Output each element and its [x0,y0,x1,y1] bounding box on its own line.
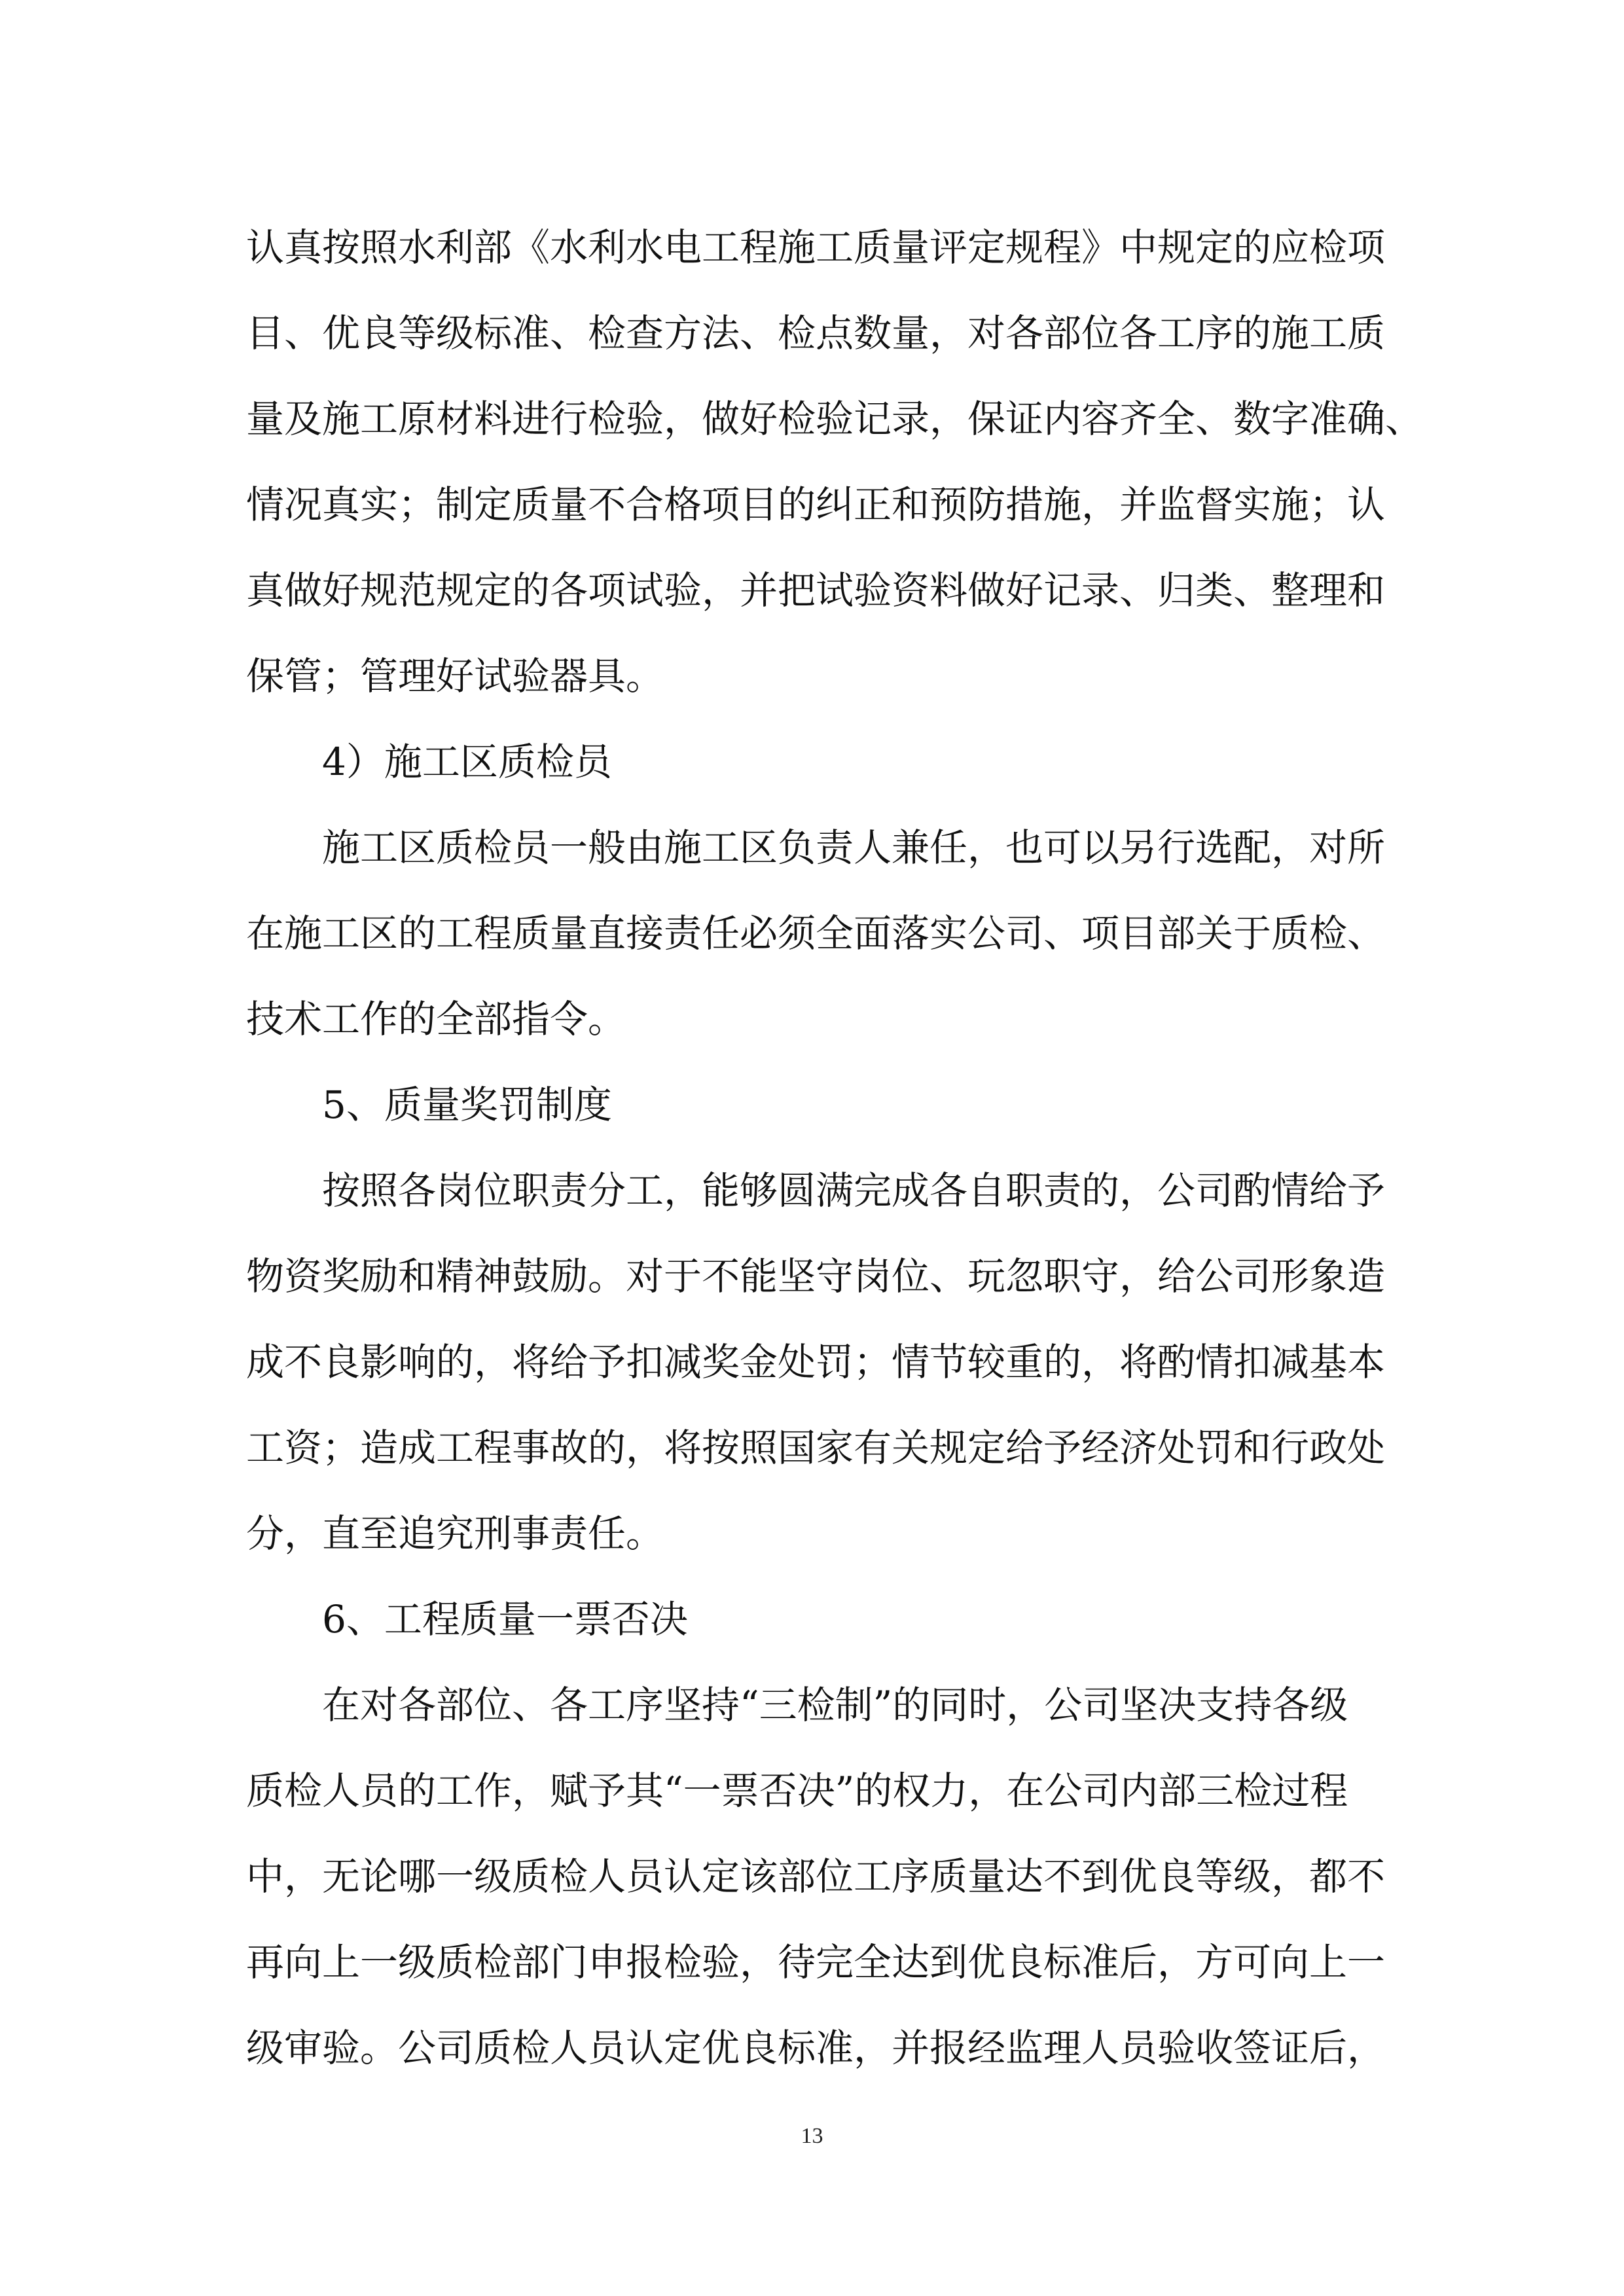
text-line: 再向上一级质检部门申报检验，待完全达到优良标准后，方可向上一 [246,1940,1386,1984]
section-heading: 5、质量奖罚制度 [322,1083,612,1127]
text-line: 在对各部位、各工序坚持“三检制”的同时，公司坚决支持各级 [322,1683,1348,1727]
text-line: 量及施工原材料进行检验，做好检验记录，保证内容齐全、数字准确、 [246,397,1424,441]
text-line: 保管；管理好试验器具。 [246,654,664,698]
text-line: 物资奖励和精神鼓励。对于不能坚守岗位、玩忽职守，给公司形象造 [246,1254,1386,1299]
text-line: 情况真实；制定质量不合格项目的纠正和预防措施，并监督实施；认 [246,482,1386,527]
text-line: 认真按照水利部《水利水电工程施工质量评定规程》中规定的应检项 [246,225,1386,270]
text-line: 工资；造成工程事故的，将按照国家有关规定给予经济处罚和行政处 [246,1426,1386,1470]
text-line: 质检人员的工作，赋予其“一票否决”的权力，在公司内部三检过程 [246,1768,1348,1813]
page-number: 13 [801,2124,823,2148]
text-line: 目、优良等级标准、检查方法、检点数量，对各部位各工序的施工质 [246,311,1386,355]
text-line: 按照各岗位职责分工，能够圆满完成各自职责的，公司酌情给予 [322,1168,1386,1213]
text-line: 分，直至追究刑事责任。 [246,1511,664,1556]
text-line: 施工区质检员一般由施工区负责人兼任，也可以另行选配，对所 [322,825,1386,870]
text-line: 真做好规范规定的各项试验，并把试验资料做好记录、归类、整理和 [246,568,1386,613]
text-line: 成不良影响的，将给予扣减奖金处罚；情节较重的，将酌情扣减基本 [246,1340,1386,1384]
text-line: 中，无论哪一级质检人员认定该部位工序质量达不到优良等级，都不 [246,1854,1386,1899]
text-line: 技术工作的全部指令。 [246,997,626,1041]
section-heading: 6、工程质量一票否决 [322,1597,688,1641]
text-line: 级审验。公司质检人员认定优良标准，并报经监理人员验收签证后， [246,2026,1386,2070]
text-line: 在施工区的工程质量直接责任必须全面落实公司、项目部关于质检、 [246,911,1386,956]
section-heading: 4）施工区质检员 [322,740,612,784]
